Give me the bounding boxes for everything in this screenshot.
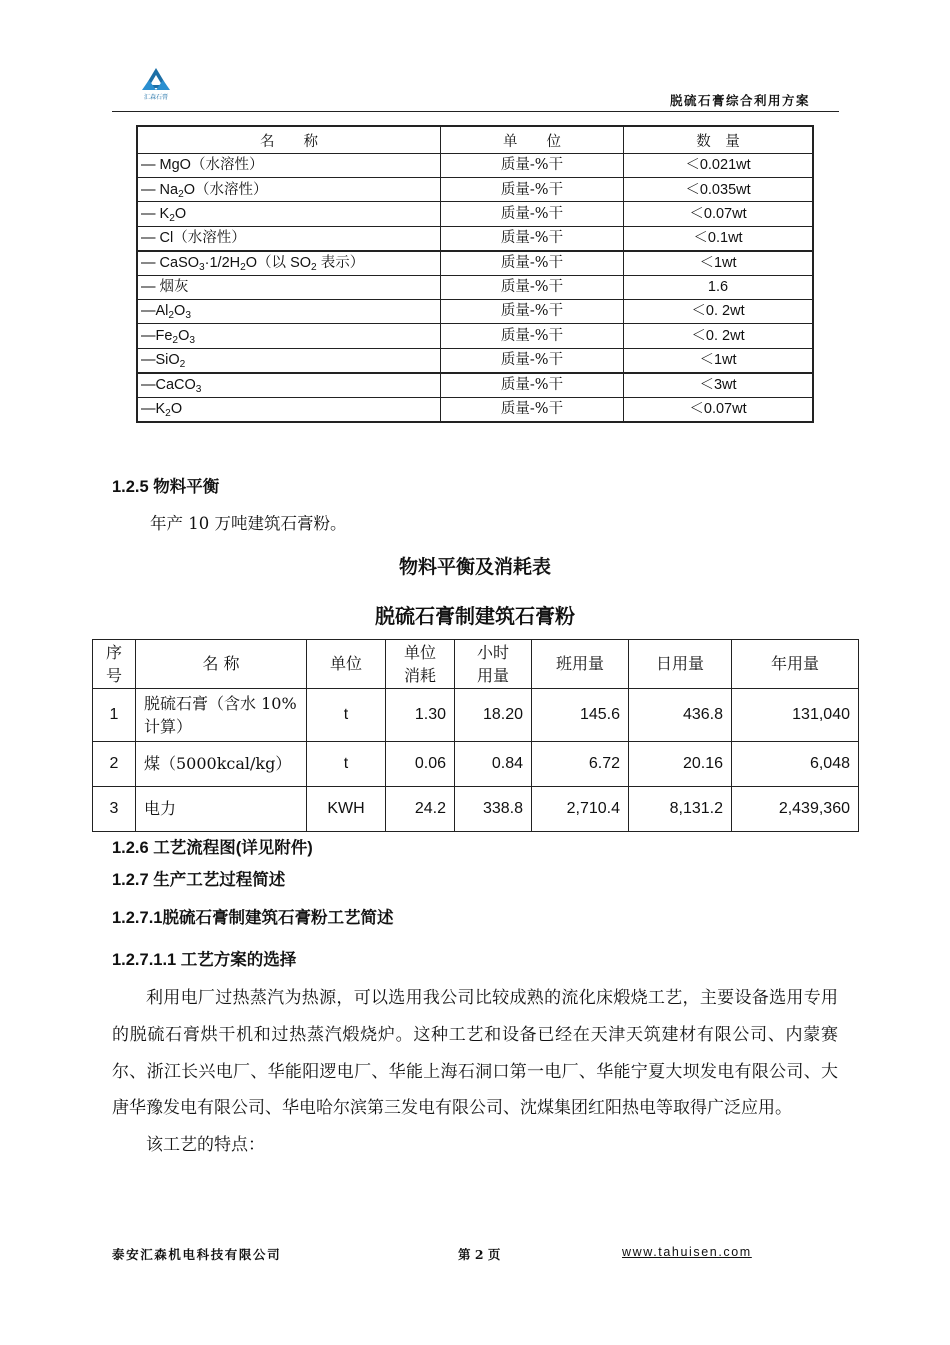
composition-table [136,125,814,423]
cell-yearly: 131,040 [732,689,859,742]
footer-website-link[interactable]: www.tahuisen.com [622,1245,752,1259]
cell-value: ＜0.07wt [624,202,814,226]
cell-value: ＜0. 2wt [624,300,814,324]
cell-yearly: 6,048 [732,742,859,787]
cell-name: — MgO（水溶性） [137,154,441,178]
balance-table-body [93,689,859,832]
cell-name: —SiO$_2$ [137,348,441,373]
cell-unit: 质量-%干 [441,226,624,251]
paragraph-process-choice: 利用电厂过热蒸汽为热源，可以选用我公司比较成熟的流化床煅烧工艺，主要设备选用专用的脱硫石膏烘干机和过热蒸汽煅烧炉。这种工艺和设备已经在天津天筑建材有限公司、内蒙赛尔、浙江长兴电厂、华能阳逻电厂、华能上海石洞口第一电厂、华能宁夏大坝发电有限公司、大唐华豫发电有限公司、华电哈尔滨第三发电有限公司、沈煤集团红阳热电等取得广泛应用。 [112,988,838,1119]
cell-daily: 436.8 [629,689,732,742]
cell-unit: 质量-%干 [441,178,624,202]
table-row [93,689,859,742]
footer-page-number: 第 2 页 [458,1247,501,1262]
table-header-row [137,126,813,154]
cell-unit: 质量-%干 [441,300,624,324]
cell-name: —CaCO$_3$ [137,373,441,398]
cell-name: $—Fe_2O_3$ [137,324,441,348]
cell-hourly: 0.84 [455,742,532,787]
cell-unit-consumption: 24.2 [386,787,455,832]
cell-no: 1 [93,689,136,742]
header-yearly: 年用量 [732,640,859,689]
logo-mark-icon [140,66,172,94]
cell-hourly: 18.20 [455,689,532,742]
cell-unit: 质量-%干 [441,397,624,422]
header-unit: 单 位 [441,126,624,154]
cell-value: ＜0.021wt [624,154,814,178]
cell-unit: KWH [307,787,386,832]
composition-table-body [137,154,813,423]
cell-daily: 20.16 [629,742,732,787]
header-shift: 班用量 [532,640,629,689]
header-name: 名 称 [136,640,307,689]
header-no: 序号 [93,640,136,689]
table-row [93,787,859,832]
cell-unit: t [307,689,386,742]
table-row [137,154,813,178]
cell-unit: 质量-%干 [441,324,624,348]
balance-table-subtitle: 脱硫石膏制建筑石膏粉 [375,604,575,628]
cell-value: ＜1wt [624,348,814,373]
table-row [137,300,813,324]
header-name: 名 称 [137,126,441,154]
cell-name: — $K_2O$ [137,202,441,226]
cell-value: ＜0. 2wt [624,324,814,348]
table-row [137,324,813,348]
table-row [137,348,813,373]
logo-text: 汇森石膏 [143,94,168,101]
header-divider [112,111,839,112]
cell-unit: 质量-%干 [441,251,624,276]
process-description [112,980,838,1164]
header-daily: 日用量 [629,640,732,689]
cell-yearly: 2,439,360 [732,787,859,832]
cell-unit-consumption: 0.06 [386,742,455,787]
cell-name: 脱硫石膏（含水 10%计算） [136,689,307,742]
material-balance-table [92,639,859,832]
cell-hourly: 338.8 [455,787,532,832]
cell-value: ＜0.1wt [624,226,814,251]
header-unit: 单位 [307,640,386,689]
cell-name: — Cl（水溶性） [137,226,441,251]
heading-1-2-7-1: 1.2.7.1脱硫石膏制建筑石膏粉工艺简述 [112,909,394,927]
cell-unit: 质量-%干 [441,348,624,373]
cell-no: 2 [93,742,136,787]
header-value: 数 量 [624,126,814,154]
cell-value: ＜1wt [624,251,814,276]
header-unit-consumption: 单位消耗 [386,640,455,689]
production-text: 年产 10 万吨建筑石膏粉。 [150,514,347,533]
table-row [137,373,813,398]
cell-shift: 145.6 [532,689,629,742]
cell-name: $—Al_2O_3$ [137,300,441,324]
cell-value: ＜0.035wt [624,178,814,202]
heading-1-2-7: 1.2.7 生产工艺过程简述 [112,871,286,889]
heading-1-2-5: 1.2.5 物料平衡 [112,478,220,496]
heading-1-2-7-1-1: 1.2.7.1.1 工艺方案的选择 [112,951,297,969]
cell-value: ＜3wt [624,373,814,398]
cell-unit-consumption: 1.30 [386,689,455,742]
cell-value: 1.6 [624,275,814,299]
cell-name: 电力 [136,787,307,832]
cell-unit: t [307,742,386,787]
table-row [93,742,859,787]
paragraph-features-intro: 该工艺的特点： [146,1135,265,1156]
cell-unit: 质量-%干 [441,373,624,398]
cell-name: — 烟灰 [137,275,441,299]
cell-unit: 质量-%干 [441,202,624,226]
table-row [137,178,813,202]
balance-table-title: 物料平衡及消耗表 [398,556,551,578]
cell-shift: 2,710.4 [532,787,629,832]
footer-company: 泰安汇森机电科技有限公司 [112,1247,282,1262]
heading-1-2-6: 1.2.6 工艺流程图(详见附件) [112,839,313,857]
table-row [137,251,813,276]
cell-daily: 8,131.2 [629,787,732,832]
cell-name: $—K_2O$ [137,397,441,422]
table-row [137,202,813,226]
cell-name: — $Na_2O$（水溶性） [137,178,441,202]
header-title: 脱硫石膏综合利用方案 [669,93,810,108]
cell-name: 煤（5000kcal/kg） [136,742,307,787]
cell-shift: 6.72 [532,742,629,787]
cell-value: ＜0.07wt [624,397,814,422]
table-row [137,275,813,299]
cell-unit: 质量-%干 [441,275,624,299]
cell-no: 3 [93,787,136,832]
cell-unit: 质量-%干 [441,154,624,178]
table-row [137,226,813,251]
header-hourly: 小时用量 [455,640,532,689]
table-header-row [93,640,859,689]
cell-name: — $CaSO_3\cdot 1/2H_2O$（以 $SO_2$ 表示） [137,251,441,276]
table-row [137,397,813,422]
